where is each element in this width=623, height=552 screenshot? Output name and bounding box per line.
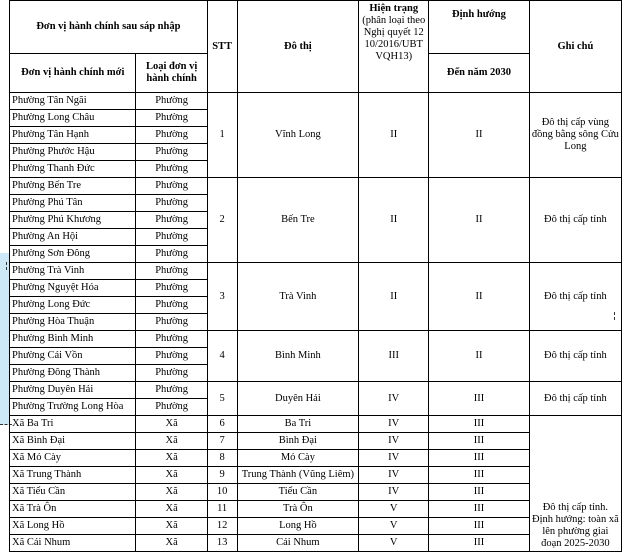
unit-type-header: Loại đơn vị hành chính [136,54,207,93]
unit-type: Phường [136,93,207,110]
city-cell: Bến Tre [237,178,359,263]
stt-header: STT [207,1,237,93]
city-cell: Bình Đại [237,433,359,450]
table-row [10,382,622,399]
unit-name: Phường Long Đức [10,297,136,314]
orientation-header: Định hướng [429,1,530,54]
stt-cell: 1 [207,93,237,178]
stt-cell: 6 [207,416,237,433]
target-cell: III [429,467,530,484]
city-cell: Long Hồ [237,518,359,535]
status-cell: III [359,331,429,382]
notes-header: Ghi chú [529,1,621,93]
status-cell: IV [359,416,429,433]
unit-name: Xã Long Hồ [10,518,136,535]
note-cell: Đô thị cấp vùng đồng bằng sông Cửu Long [529,93,621,178]
status-cell: IV [359,467,429,484]
unit-name: Phường Đông Thành [10,365,136,382]
city-cell: Vĩnh Long [237,93,359,178]
unit-name: Phường Phước Hậu [10,144,136,161]
city-cell: Duyên Hải [237,382,359,416]
target-cell: III [429,416,530,433]
stt-cell: 3 [207,263,237,331]
target-cell: III [429,501,530,518]
unit-name: Phường Sơn Đông [10,246,136,263]
status-note: (phân loại theo Nghị quyết 1210/2016/UBTVQH13) [362,15,426,62]
unit-type: Phường [136,348,207,365]
orientation-year-header: Đến năm 2030 [429,54,530,93]
selection-accent [0,253,9,425]
city-cell: Bình Minh [237,331,359,382]
unit-type: Phường [136,331,207,348]
target-cell: III [429,450,530,467]
connector-mark [0,262,7,270]
city-cell: Tiểu Cần [237,484,359,501]
unit-name: Phường Phú Tân [10,195,136,212]
unit-name: Phường Tân Hạnh [10,127,136,144]
unit-name: Xã Trung Thành [10,467,136,484]
note-cell: Đô thị cấp tỉnh [529,263,621,331]
new-unit-header: Đơn vị hành chính mới [10,54,136,93]
status-cell: II [359,178,429,263]
unit-type: Phường [136,280,207,297]
target-cell: III [429,535,530,552]
unit-type: Xã [136,433,207,450]
note-cell: Đô thị cấp tỉnh [529,331,621,382]
unit-type: Xã [136,518,207,535]
unit-name: Xã Mỏ Cày [10,450,136,467]
unit-name: Phường An Hội [10,229,136,246]
unit-name: Phường Trường Long Hòa [10,399,136,416]
unit-type: Phường [136,161,207,178]
unit-name: Xã Ba Tri [10,416,136,433]
stt-cell: 7 [207,433,237,450]
merge-group-header: Đơn vị hành chính sau sáp nhập [10,1,208,54]
unit-type: Phường [136,246,207,263]
status-cell: IV [359,450,429,467]
unit-type: Xã [136,484,207,501]
table-row [10,331,622,348]
stt-cell: 10 [207,484,237,501]
urban-table [9,0,622,552]
unit-type: Phường [136,399,207,416]
unit-type: Phường [136,382,207,399]
unit-type: Phường [136,229,207,246]
status-header [359,1,429,93]
city-cell: Trà Ôn [237,501,359,518]
unit-type: Xã [136,535,207,552]
status-cell: IV [359,433,429,450]
unit-name: Phường Phú Khương [10,212,136,229]
status-cell: IV [359,484,429,501]
unit-name: Phường Thanh Đức [10,161,136,178]
status-cell: IV [359,382,429,416]
city-header: Đô thị [237,1,359,93]
note-cell: Đô thị cấp tỉnh [529,382,621,416]
unit-type: Phường [136,263,207,280]
target-cell: II [429,263,530,331]
unit-type: Phường [136,314,207,331]
status-cell: V [359,535,429,552]
target-cell: III [429,484,530,501]
target-cell: II [429,331,530,382]
unit-type: Phường [136,365,207,382]
city-cell: Trà Vinh [237,263,359,331]
unit-type: Phường [136,178,207,195]
city-cell: Ba Tri [237,416,359,433]
target-cell: III [429,382,530,416]
unit-type: Phường [136,297,207,314]
status-title: Hiện trạng [369,3,419,14]
table-row [10,178,622,195]
target-cell: III [429,518,530,535]
unit-name: Phường Trà Vinh [10,263,136,280]
stt-cell: 2 [207,178,237,263]
unit-name: Xã Cái Nhum [10,535,136,552]
unit-type: Phường [136,110,207,127]
unit-type: Phường [136,127,207,144]
unit-name: Phường Nguyệt Hóa [10,280,136,297]
city-cell: Cái Nhum [237,535,359,552]
stt-cell: 13 [207,535,237,552]
stt-cell: 9 [207,467,237,484]
unit-name: Phường Duyên Hải [10,382,136,399]
unit-name: Xã Trà Ôn [10,501,136,518]
unit-name: Phường Hòa Thuận [10,314,136,331]
stt-cell: 8 [207,450,237,467]
status-cell: V [359,501,429,518]
city-cell: Trung Thành (Vũng Liêm) [237,467,359,484]
stt-cell: 4 [207,331,237,382]
table-row [10,416,622,433]
unit-type: Xã [136,467,207,484]
unit-name: Phường Long Châu [10,110,136,127]
target-cell: II [429,178,530,263]
unit-name: Phường Bến Tre [10,178,136,195]
target-cell: II [429,93,530,178]
unit-type: Xã [136,416,207,433]
unit-name: Phường Tân Ngãi [10,93,136,110]
city-cell: Mỏ Cày [237,450,359,467]
unit-name: Xã Tiểu Cần [10,484,136,501]
stt-cell: 5 [207,382,237,416]
unit-type: Xã [136,501,207,518]
status-cell: II [359,263,429,331]
status-cell: II [359,93,429,178]
note-cell: Đô thị cấp tỉnh [529,178,621,263]
table-row [10,263,622,280]
stt-cell: 12 [207,518,237,535]
unit-name: Phường Bình Minh [10,331,136,348]
status-cell: V [359,518,429,535]
stt-cell: 11 [207,501,237,518]
unit-type: Phường [136,144,207,161]
table-body [10,93,622,552]
unit-type: Phường [136,212,207,229]
unit-type: Xã [136,450,207,467]
target-cell: III [429,433,530,450]
unit-name: Xã Bình Đại [10,433,136,450]
unit-type: Phường [136,195,207,212]
table-row [10,93,622,110]
unit-name: Phường Cái Vồn [10,348,136,365]
commune-note-cell: Đô thị cấp tỉnh. Định hướng: toàn xã lên phường giai đoạn 2025-2030 [529,416,621,552]
